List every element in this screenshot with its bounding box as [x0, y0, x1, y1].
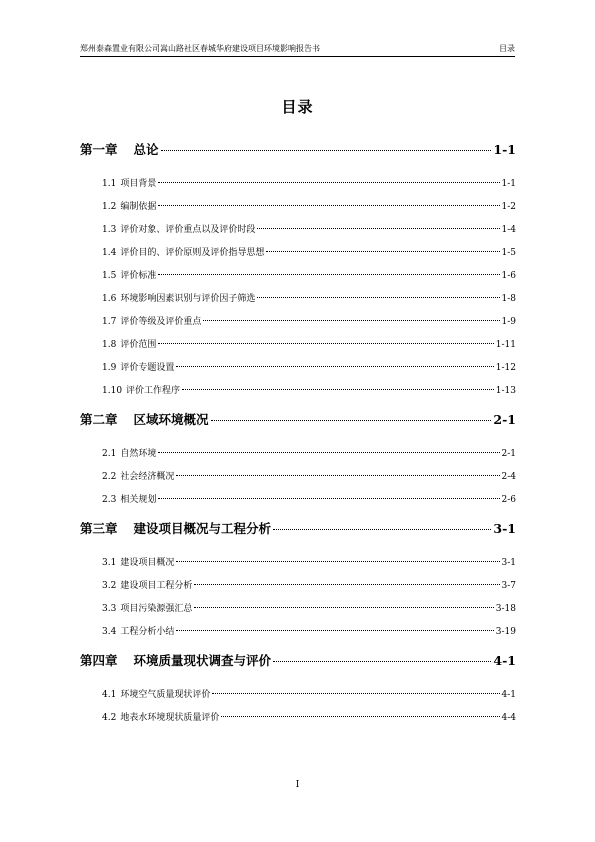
chapter-number: 第二章	[80, 412, 118, 427]
dot-leader	[158, 274, 499, 275]
dot-leader	[158, 498, 499, 499]
toc-section-entry[interactable]	[80, 176, 516, 199]
section-title: 项目污染源强汇总	[120, 604, 193, 614]
section-number: 2.2	[102, 472, 117, 482]
section-page: 4-4	[501, 713, 516, 723]
toc-section-entry[interactable]	[80, 199, 516, 222]
dot-leader	[158, 205, 499, 206]
section-title: 环境空气质量现状评价	[120, 690, 211, 700]
dot-leader	[273, 529, 491, 530]
dot-leader	[194, 607, 493, 608]
dot-leader	[176, 630, 493, 631]
chapter-number: 第三章	[80, 521, 118, 536]
section-title: 编制依据	[120, 202, 157, 212]
section-number: 1.9	[102, 363, 117, 373]
section-number: 4.2	[102, 713, 117, 723]
section-page: 1-6	[501, 271, 516, 281]
section-number: 1.1	[102, 179, 117, 189]
dot-leader	[182, 389, 494, 390]
section-page: 3-7	[501, 581, 516, 591]
section-title: 环境影响因素识别与评价因子筛选	[120, 294, 256, 304]
section-title: 评价标准	[120, 271, 157, 281]
toc-section-entry[interactable]	[80, 492, 516, 515]
toc-section-entry[interactable]	[80, 291, 516, 314]
dot-leader	[212, 693, 499, 694]
chapter-page: 4-1	[493, 653, 516, 668]
section-number: 3.1	[102, 558, 117, 568]
toc-section-entry[interactable]	[80, 601, 516, 624]
toc-section-entry[interactable]	[80, 245, 516, 268]
section-page: 1-13	[495, 386, 516, 396]
section-page: 2-6	[501, 495, 516, 505]
dot-leader	[257, 297, 499, 298]
section-page: 1-2	[501, 202, 516, 212]
section-page: 1-8	[501, 294, 516, 304]
section-title: 地表水环境现状质量评价	[120, 713, 220, 723]
page-number: I	[295, 780, 300, 790]
section-page: 3-18	[495, 604, 516, 614]
dot-leader	[211, 420, 492, 421]
chapter-title: 建设项目概况与工程分析	[133, 521, 272, 536]
section-page: 1-9	[501, 317, 516, 327]
toc-section-entry[interactable]	[80, 687, 516, 710]
chapter-page: 2-1	[493, 412, 516, 427]
section-number: 1.6	[102, 294, 117, 304]
table-of-contents	[80, 136, 516, 733]
dot-leader	[203, 320, 499, 321]
section-number: 3.2	[102, 581, 117, 591]
section-number: 3.3	[102, 604, 117, 614]
chapter-page: 1-1	[493, 142, 516, 157]
toc-chapter-entry[interactable]	[80, 140, 516, 166]
dot-leader	[158, 452, 499, 453]
toc-section-entry[interactable]	[80, 383, 516, 406]
section-title: 社会经济概况	[120, 472, 175, 482]
page-title: 目录	[281, 98, 314, 116]
section-title: 评价对象、评价重点以及评价时段	[120, 225, 256, 235]
section-title: 评价目的、评价原则及评价指导思想	[120, 248, 265, 258]
section-number: 1.8	[102, 340, 117, 350]
toc-section-entry[interactable]	[80, 469, 516, 492]
toc-section-entry[interactable]	[80, 337, 516, 360]
section-page: 3-1	[501, 558, 516, 568]
toc-section-entry[interactable]	[80, 360, 516, 383]
toc-section-entry[interactable]	[80, 314, 516, 337]
toc-chapter-entry[interactable]	[80, 519, 516, 545]
section-number: 1.2	[102, 202, 117, 212]
section-page: 2-4	[501, 472, 516, 482]
chapter-number: 第四章	[80, 653, 118, 668]
running-header	[80, 40, 515, 54]
chapter-number: 第一章	[80, 142, 118, 157]
section-number: 4.1	[102, 690, 117, 700]
dot-leader	[161, 150, 492, 151]
section-page: 1-11	[495, 340, 516, 350]
section-title: 自然环境	[120, 449, 157, 459]
section-number: 2.3	[102, 495, 117, 505]
section-page: 3-19	[495, 627, 516, 637]
toc-section-entry[interactable]	[80, 624, 516, 647]
chapter-title: 环境质量现状调查与评价	[133, 653, 272, 668]
section-number: 1.4	[102, 248, 117, 258]
section-number: 2.1	[102, 449, 117, 459]
dot-leader	[194, 584, 499, 585]
section-number: 3.4	[102, 627, 117, 637]
section-title: 项目背景	[120, 179, 157, 189]
section-title: 相关规划	[120, 495, 157, 505]
section-title: 工程分析小结	[120, 627, 175, 637]
dot-leader	[158, 343, 493, 344]
section-number: 1.3	[102, 225, 117, 235]
dot-leader	[273, 661, 491, 662]
section-title: 评价工作程序	[126, 386, 181, 396]
toc-section-entry[interactable]	[80, 222, 516, 245]
section-title: 建设项目概况	[120, 558, 175, 568]
chapter-title: 区域环境概况	[133, 412, 209, 427]
header-divider	[80, 56, 515, 57]
toc-section-entry[interactable]	[80, 578, 516, 601]
toc-chapter-entry[interactable]	[80, 410, 516, 436]
section-title: 评价等级及评价重点	[120, 317, 202, 327]
dot-leader	[176, 561, 499, 562]
section-number: 1.5	[102, 271, 117, 281]
section-number: 1.7	[102, 317, 117, 327]
section-page: 1-12	[495, 363, 516, 373]
toc-chapter-entry[interactable]	[80, 651, 516, 677]
toc-section-entry[interactable]	[80, 446, 516, 469]
chapter-title: 总论	[133, 142, 159, 157]
toc-section-entry[interactable]	[80, 268, 516, 291]
header-document-title: 郑州泰森置业有限公司嵩山路社区春城华府建设项目环境影响报告书	[80, 44, 320, 53]
dot-leader	[176, 475, 499, 476]
section-page: 1-1	[501, 179, 516, 189]
section-page: 1-5	[501, 248, 516, 258]
section-title: 建设项目工程分析	[120, 581, 193, 591]
section-number: 1.10	[102, 386, 123, 396]
dot-leader	[266, 251, 499, 252]
section-title: 评价范围	[120, 340, 157, 350]
dot-leader	[158, 182, 499, 183]
section-page: 4-1	[501, 690, 516, 700]
header-section-label: 目录	[499, 44, 515, 53]
chapter-page: 3-1	[493, 521, 516, 536]
dot-leader	[221, 716, 499, 717]
toc-section-entry[interactable]	[80, 555, 516, 578]
toc-section-entry[interactable]	[80, 710, 516, 733]
section-page: 2-1	[501, 449, 516, 459]
dot-leader	[257, 228, 499, 229]
section-page: 1-4	[501, 225, 516, 235]
dot-leader	[176, 366, 493, 367]
section-title: 评价专题设置	[120, 363, 175, 373]
